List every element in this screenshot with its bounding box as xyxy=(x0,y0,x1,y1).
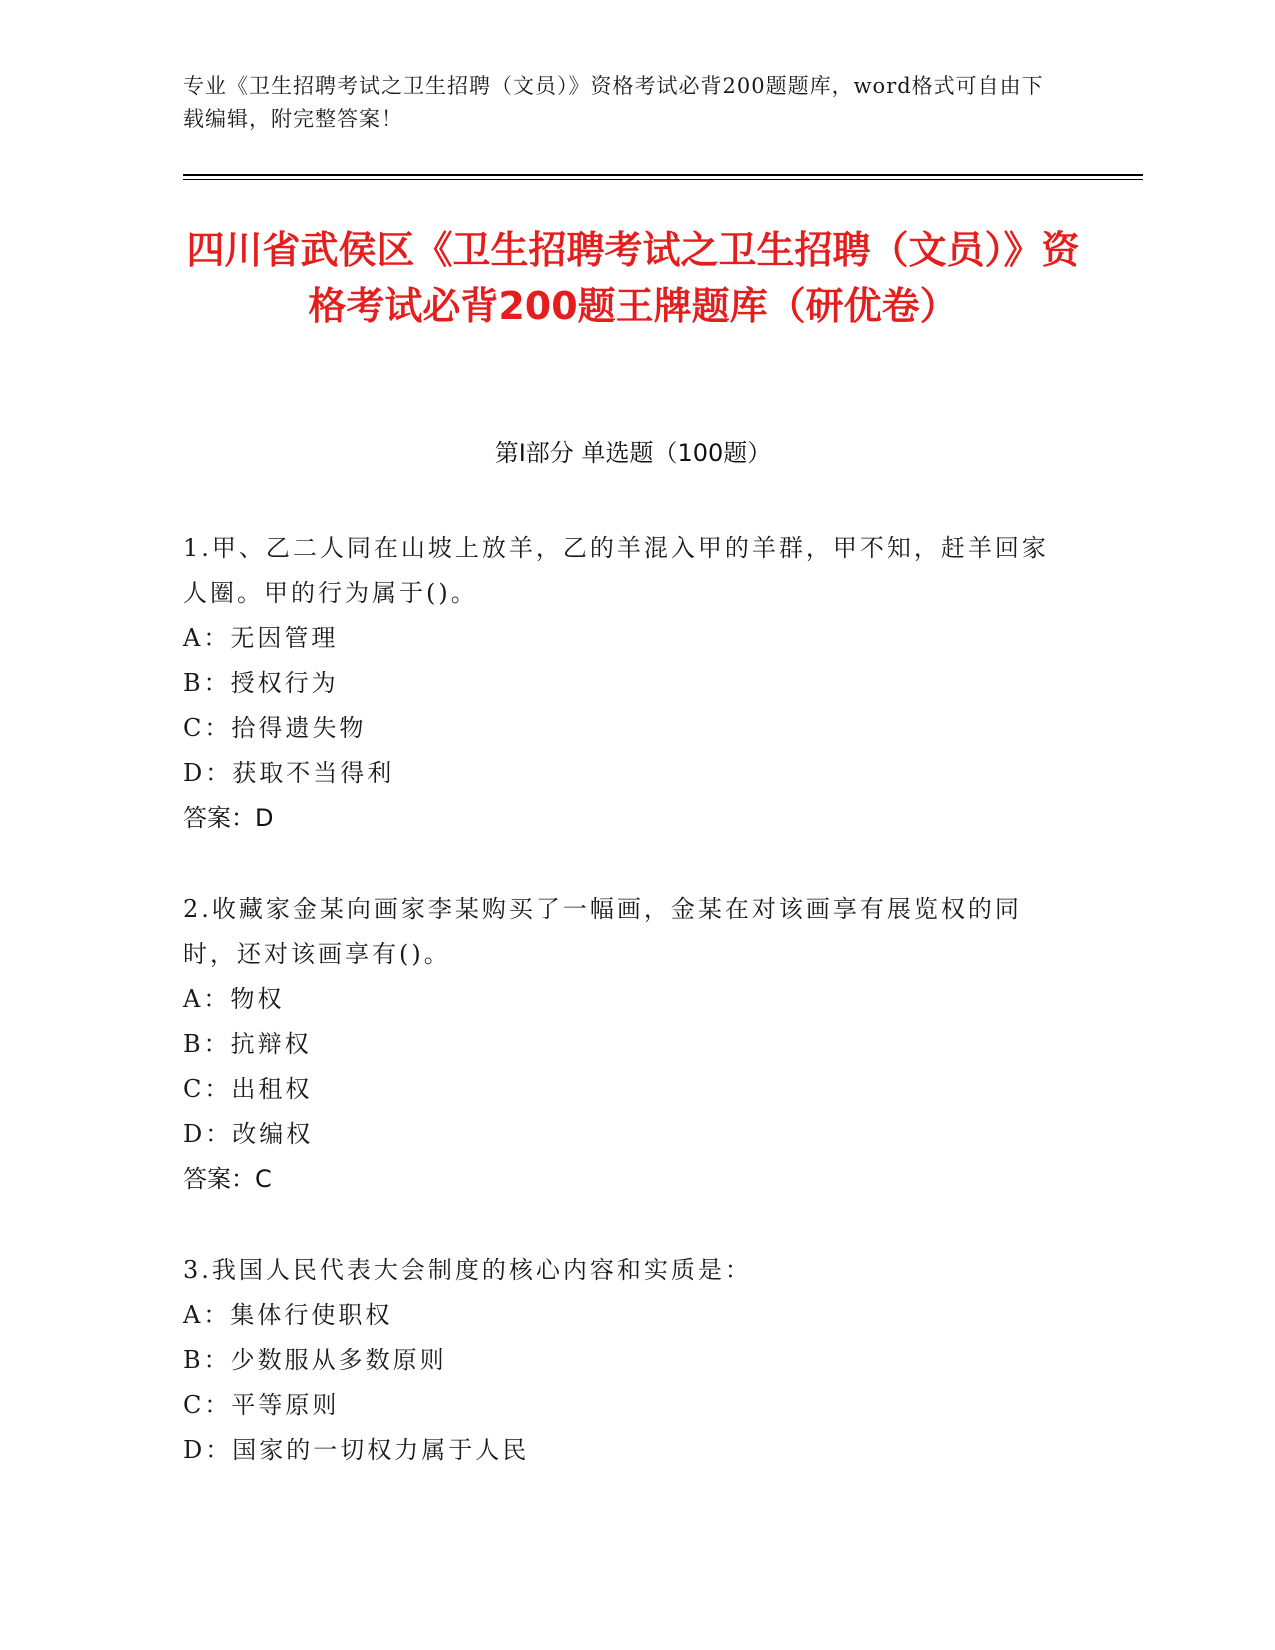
header-rule-thick xyxy=(183,174,1143,176)
question-stem: 2.收藏家金某向画家李某购买了一幅画，金某在对该画享有展览权的同时，还对该画享有()。 xyxy=(183,895,1022,968)
answer: 答案：D xyxy=(183,804,274,832)
option-d: D：获取不当得利 xyxy=(183,759,395,787)
header-rule-thin xyxy=(183,179,1143,180)
question-list xyxy=(183,526,1063,1519)
option-a: A：集体行使职权 xyxy=(183,1301,393,1329)
question-1 xyxy=(183,526,1063,841)
option-c: C：出租权 xyxy=(183,1075,313,1103)
question-2 xyxy=(183,887,1063,1202)
option-c: C：平等原则 xyxy=(183,1391,340,1419)
option-b: B：抗辩权 xyxy=(183,1030,312,1058)
question-stem: 3.我国人民代表大会制度的核心内容和实质是： xyxy=(183,1256,752,1284)
option-c: C：拾得遗失物 xyxy=(183,714,367,742)
document-intro: 专业《卫生招聘考试之卫生招聘（文员）》资格考试必背200题题库，word格式可自由下载编辑，附完整答案！ xyxy=(183,74,1044,131)
option-d: D：国家的一切权力属于人民 xyxy=(183,1436,530,1464)
document-title: 四川省武侯区《卫生招聘考试之卫生招聘（文员）》资格考试必背200题王牌题库（研优卷） xyxy=(186,228,1080,328)
question-3 xyxy=(183,1248,1063,1473)
answer: 答案：C xyxy=(183,1165,272,1193)
section-heading: 第Ⅰ部分 单选题（100题） xyxy=(494,439,772,467)
option-b: B：授权行为 xyxy=(183,669,339,697)
question-stem: 1.甲、乙二人同在山坡上放羊，乙的羊混入甲的羊群，甲不知，赶羊回家人圈。甲的行为属于()。 xyxy=(183,534,1049,607)
option-a: A：无因管理 xyxy=(183,624,339,652)
option-d: D：改编权 xyxy=(183,1120,314,1148)
option-a: A：物权 xyxy=(183,985,285,1013)
option-b: B：少数服从多数原则 xyxy=(183,1346,447,1374)
